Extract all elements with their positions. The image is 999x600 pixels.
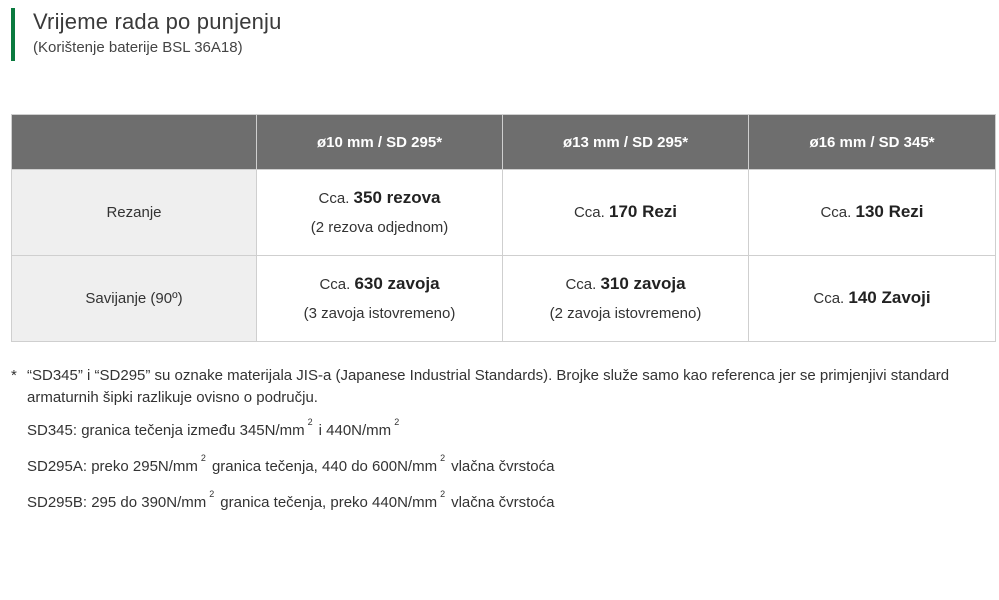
- column-header: ø10 mm / SD 295*: [257, 115, 503, 170]
- row-label: Savijanje (90º): [12, 256, 257, 342]
- table-cell: [749, 256, 996, 342]
- cell-value: 140 Zavoji: [848, 288, 931, 307]
- table-cell: [503, 256, 749, 342]
- footnote-sd295a: SD295A: preko 295N/mm $^2$ granica tečenja, 440 do 600N/mm $^2$ vlačna čvrstoća: [27, 453, 555, 475]
- section-heading: [11, 8, 282, 61]
- runtime-table: [11, 114, 996, 342]
- table-cell: [257, 170, 503, 256]
- cell-note: (2 zavoja istovremeno): [549, 305, 702, 322]
- table-cell: [503, 170, 749, 256]
- footnotes: [11, 365, 986, 517]
- footnote-sd345: SD345: granica tečenja između 345N/mm $^2$ i 440N/mm $^2$: [27, 417, 400, 439]
- table-cell: [257, 256, 503, 342]
- cell-value: 130 Rezi: [855, 202, 924, 221]
- table-row: [12, 170, 996, 256]
- cell-note: (2 rezova odjednom): [310, 219, 449, 236]
- footnote-marker: *: [11, 367, 17, 384]
- table-cell: [749, 170, 996, 256]
- cell-prefix: Cca.: [813, 290, 845, 307]
- cell-prefix: Cca.: [318, 190, 350, 207]
- table-row: [12, 256, 996, 342]
- cell-prefix: Cca.: [573, 204, 605, 221]
- cell-value: 350 rezova: [353, 188, 441, 207]
- table-corner-cell: [12, 115, 257, 170]
- cell-note: (3 zavoja istovremeno): [303, 305, 456, 322]
- page-title: Vrijeme rada po punjenju: [33, 9, 282, 34]
- cell-prefix: Cca.: [319, 276, 351, 293]
- page-subtitle: (Korištenje baterije BSL 36A18): [33, 39, 243, 56]
- column-header: ø16 mm / SD 345*: [749, 115, 996, 170]
- footnote-sd295b: SD295B: 295 do 390N/mm $^2$ granica tečenja, preko 440N/mm $^2$ vlačna čvrstoća: [27, 489, 555, 511]
- footnote-intro: “SD345” i “SD295” su oznake materijala JIS-a (Japanese Industrial Standards). Brojke služe samo kao referenca jer se primjenjivi standard armaturnih šipki razlikuje ovisno o području.: [27, 367, 950, 406]
- cell-prefix: Cca.: [820, 204, 852, 221]
- cell-value: 630 zavoja: [354, 274, 440, 293]
- cell-value: 310 zavoja: [600, 274, 686, 293]
- column-header: ø13 mm / SD 295*: [503, 115, 749, 170]
- row-label: Rezanje: [12, 170, 257, 256]
- cell-prefix: Cca.: [565, 276, 597, 293]
- cell-value: 170 Rezi: [608, 202, 678, 221]
- table-header-row: [12, 115, 996, 170]
